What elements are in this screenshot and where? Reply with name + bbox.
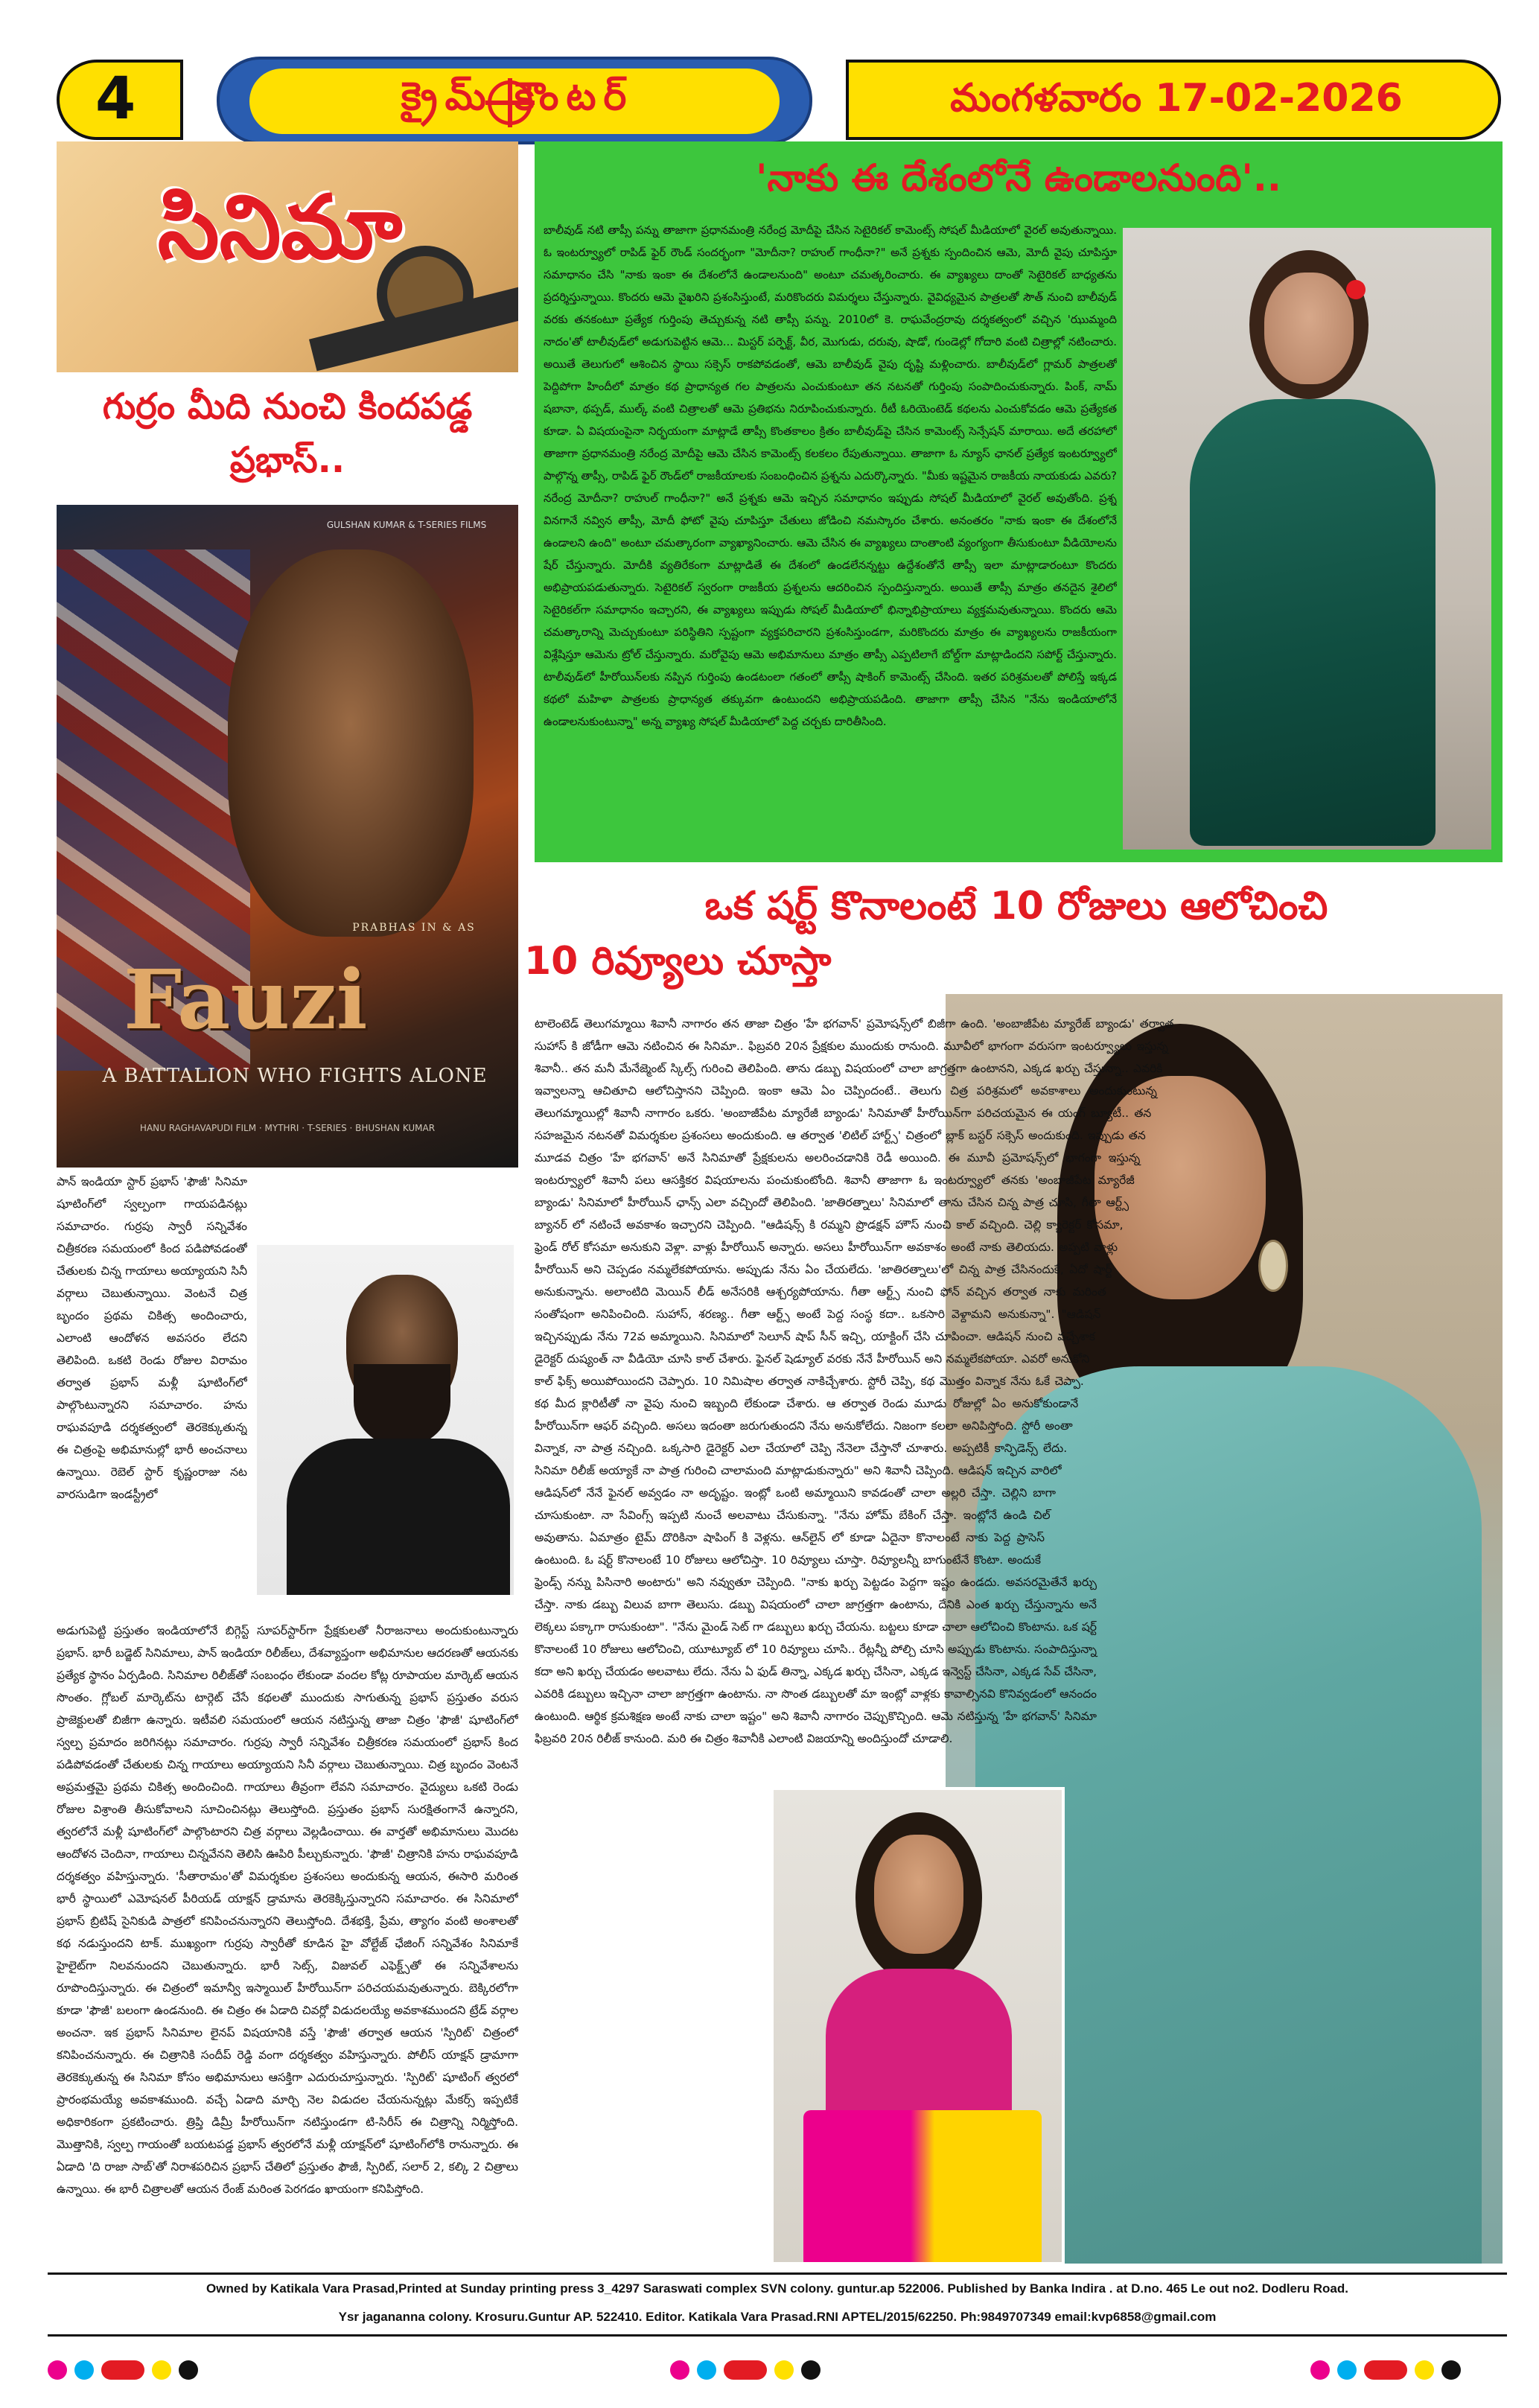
date-text: మంగళవారం 17-02-2026 (950, 76, 1403, 121)
cyan-dot (697, 2360, 716, 2380)
black-dot (801, 2360, 821, 2380)
shivani-small-skirt (803, 2110, 1042, 2265)
shivani-small-photo (771, 1787, 1065, 2265)
article2-body-box (544, 219, 1117, 856)
taapsee-flower (1346, 280, 1366, 299)
footer-line2: Ysr jagananna colony. Krosuru.Guntur AP. 522410. Editor. Katikala Vara Prasad.RNI APTEL/2015/62250. Ph:9849707349 email:kvp6858@gmail.com (338, 2310, 1217, 2324)
yellow-dot (152, 2360, 171, 2380)
magenta-dot (48, 2360, 67, 2380)
red-bar (724, 2360, 767, 2380)
red-bar (1364, 2360, 1407, 2380)
black-dot (1441, 2360, 1461, 2380)
poster-credits: HANU RAGHAVAPUDI FILM · MYTHRI · T-SERIES · BHUSHAN KUMAR (139, 1123, 436, 1133)
magenta-dot (670, 2360, 689, 2380)
prabhas-beard (354, 1364, 450, 1446)
article2-headline: 'నాకు ఈ దేశంలోనే ఉండాలనుంది'.. (756, 156, 1281, 200)
cyan-dot (1337, 2360, 1357, 2380)
taapsee-photo (1123, 228, 1491, 850)
article1-body (57, 1619, 518, 2264)
color-bar-left (48, 2360, 198, 2380)
section-label: సినిమా (157, 176, 403, 278)
section-banner (57, 141, 518, 372)
taapsee-face (1264, 273, 1354, 384)
yellow-dot (1415, 2360, 1434, 2380)
footer-line1: Owned by Katikala Vara Prasad,Printed at Sunday printing press 3_4297 Saraswati complex SVN colony. guntur.ap 522006. Published by Banka Indira . at D.no. 465 Le out no2. Dodleru Road. (206, 2281, 1348, 2296)
poster-actor: PRABHAS IN & AS (352, 922, 476, 934)
yellow-dot (774, 2360, 794, 2380)
magenta-dot (1310, 2360, 1330, 2380)
shivani-small-face (874, 1835, 963, 1954)
prabhas-photo (257, 1245, 514, 1595)
article1-headline (57, 380, 518, 491)
taapsee-saree (1190, 399, 1436, 846)
poster-tagline: A BATTALION WHO FIGHTS ALONE (102, 1065, 488, 1087)
article1-body-text: అడుగుపెట్టి ప్రస్తుతం ఇండియాలోనే బిగ్గెస్ట్ సూపర్‌స్టార్‌గా ప్రేక్షకులతో నీరాజనాలు అందుకుంటున్నారు ప్రభాస్. భారీ బడ్జెట్ సినిమాలు, పాన్ ఇండియా రిలీజ్‌లు, దేశవ్యాప్తంగా అభిమానుల ఆదరణతో ఆయనకు ప్రత్యేక స్థానం ఏర్పడింది. సినిమాల రిలీజ్‌తో సంబంధం లేకుండా వందల కోట్ల రూపాయల మార్కెట్ ఆయన సొంతం. గ్లోబల్ మార్కెట్‌ను టార్గెట్ చేసే కథలతో ముందుకు సాగుతున్న ప్రభాస్ ప్రస్తుతం వరుస ప్రాజెక్టులతో బిజీగా ఉన్నారు. ఇటీవలి సమయంలో ఆయన నటిస్తున్న తాజా చిత్రం 'ఫౌజీ' షూటింగ్‌లో స్వల్ప ప్రమాదం జరిగినట్లు సమాచారం. గుర్రపు స్వారీ సన్నివేశం చిత్రీకరణ సమయంలో ప్రభాస్ కింద పడిపోవడంతో చేతులకు చిన్న గాయాలు అయ్యాయని సినీ వర్గాలు చెబుతున్నాయి. చిత్ర బృందం వెంటనే అప్రమత్తమై ప్రథమ చికిత్స అందించింది. గాయాలు తీవ్రంగా లేవని సమాచారం. వైద్యులు ఒకటి రెండు రోజుల విశ్రాంతి తీసుకోవాలని సూచించినట్లు తెలుస్తోంది. ప్రస్తుతం ప్రభాస్ సురక్షితంగానే ఉన్నారని, త్వరలోనే మళ్లీ షూటింగ్‌లో పాల్గొంటారని చిత్ర వర్గాలు వెల్లడించాయి. ఈ వార్తతో అభిమానులు మొదట ఆందోళన చెందినా, గాయాలు చిన్నవేనని తెలిసి ఊపిరి పీల్చుకున్నారు. 'ఫౌజీ' చిత్రానికి హను రాఘవపూడి దర్శకత్వం వహిస్తున్నారు. 'సీతారామం'తో విమర్శకుల ప్రశంసలు అందుకున్న ఆయన, ఈసారి మరింత భారీ స్థాయిలో ఎమోషనల్ పీరియడ్ యాక్షన్ డ్రామాను తెరకెక్కిస్తున్నారని సమాచారం. ఈ సినిమాలో ప్రభాస్ బ్రిటిష్ సైనికుడి పాత్రలో కనిపించనున్నారని తెలుస్తోంది. దేశభక్తి, ప్రేమ, త్యాగం వంటి అంశాలతో కథ నడుస్తుందని టాక్. ముఖ్యంగా గుర్రపు స్వారీతో కూడిన హై వోల్టేజ్ ఛేజింగ్ సన్నివేశం సినిమాకే హైలైట్‌గా నిలవనుందని చెబుతున్నారు. భారీ సెట్స్, విజువల్ ఎఫెక్ట్స్‌తో ఈ సన్నివేశాలను రూపొందిస్తున్నారు. ఈ చిత్రంలో ఇమాన్వీ ఇస్మాయిల్ హీరోయిన్‌గా పరిచయమవుతున్నారు. బెక్కిరలోగా కూడా 'ఫౌజీ' బలంగా ఉండనుంది. ఈ చిత్రం ఈ ఏడాది చివర్లో విడుదలయ్యే అవకాశముందని ట్రేడ్ వర్గాల అంచనా. ఇక ప్రభాస్ సినిమాల లైనప్ విషయానికి వస్తే 'ఫౌజీ' తర్వాత ఆయన 'స్పిరిట్' చిత్రంలో కనిపించనున్నారు. ఈ చిత్రానికి సందీప్ రెడ్డి వంగా దర్శకత్వం వహిస్తున్నారు. పోలీస్ యాక్షన్ డ్రామాగా తెరకెక్కుతున్న ఈ సినిమా కోసం అభిమానులు ఆసక్తిగా ఎదురుచూస్తున్నారు. 'స్పిరిట్' షూటింగ్ త్వరలో ప్రారంభమయ్యే అవకాశముంది. వచ్చే ఏడాది మార్చి నెల విడుదల చేయనున్నట్లు మేకర్స్ ఇప్పటికే అధికారికంగా ప్రకటించారు. త్రిప్తి డిమ్రీ హీరోయిన్‌గా నటిస్తుండగా టి-సిరీస్ ఈ చిత్రాన్ని నిర్మిస్తోంది. మొత్తానికి, స్వల్ప గాయంతో బయటపడ్డ ప్రభాస్ త్వరలోనే మళ్లీ యాక్షన్‌లో షూటింగ్‌లోకి రానున్నారు. ఈ ఏడాది 'ది రాజా సాబ్'తో నిరాశపరిచిన ప్రభాస్ చేతిలో ప్రస్తుతం ఫౌజీ, స్పిరిట్, సలార్ 2, కల్కి 2 చిత్రాలు ఉన్నాయి. ఈ భారీ చిత్రాలతో ఆయన రేంజ్ మరింత పెరగడం ఖాయంగా కనిపిస్తోంది. (57, 1624, 518, 2196)
masthead-title: క్రైమ్ కౌంటర్ (401, 74, 634, 119)
poster-credit-top: GULSHAN KUMAR & T-SERIES FILMS (326, 520, 487, 530)
red-bar (101, 2360, 144, 2380)
article2-panel (535, 141, 1503, 862)
article3-headline-line2: 10 రివ్యూలు చూస్తా (524, 939, 832, 984)
article2-body-text: బాలీవుడ్ నటి తాప్సీ పన్ను తాజాగా ప్రధానమంత్రి నరేంద్ర మోదీపై చేసిన సెటైరికల్ కామెంట్స్ సోషల్ మీడియాలో వైరల్ అవుతున్నాయి. ఓ ఇంటర్వ్యూలో రాపిడ్ ఫైర్ రౌండ్ సందర్భంగా "మోదీనా? రాహుల్ గాంధీనా?" అనే ప్రశ్నకు స్పందించిన ఆమె, మోదీ వైపు చూపిస్తూ సమాధానం చేసి "నాకు ఇంకా ఈ దేశంలోనే ఉండాలనుంది" అంటూ చమత్కరించారు. ఈ వ్యాఖ్యలు దాంతో సెటైరికల్ బాధ్యతను ప్రదర్శిస్తున్నాయి. కొందరు ఆమె వైఖరిని ప్రశంసిస్తుంటే, మరికొందరు విమర్శలు చేస్తున్నారు. వైవిధ్యమైన పాత్రలతో సౌత్ నుంచి బాలీవుడ్ వరకు తనకంటూ ప్రత్యేక గుర్తింపు తెచ్చుకున్న నటి తాప్సీ పన్ను. 2010లో కె. రాఘవేంద్రరావు దర్శకత్వంలో వచ్చిన 'ఝుమ్మంది నాదం'తో టాలీవుడ్‌లో అడుగుపెట్టిన ఆమె... మిస్టర్ పర్ఫెక్ట్, వీర, మొగుడు, దరువు, షాడో, గుండెల్లో గోదారి వంటి చిత్రాల్లో నటించారు. అయితే తెలుగులో ఆశించిన స్థాయి సక్సెస్ రాకపోవడంతో, ఆమె బాలీవుడ్ వైపు దృష్టి మళ్లించారు. బాలీవుడ్‌లో గ్లామర్ పాత్రలతో పెద్దిపోగా హిందీలో మాత్రం కథ ప్రాధాన్యత గల పాత్రలను ఎంచుకుంటూ తన నటనతో గుర్తింపు సంపాదించుకున్నారు. పింక్, నామ్ షబానా, థప్పడ్, ముల్క్ వంటి చిత్రాలతో ఆమె ప్రతిభను నిరూపించుకున్నారు. రీటీ ఓరియెంటెడ్ కథలను ఎంచుకోవడం ఆమె ప్రత్యేకత కూడా. ఏ విషయంపైనా నిర్భయంగా మాట్లాడే తాప్సీ కొంతకాలం క్రితం బాలీవుడ్‌పై చేసిన కామెంట్స్ సెన్సేషన్ మారాయి. అదే తరహాలో తాజాగా ప్రధానమంత్రి నరేంద్ర మోదీపై ఆమె చేసిన కామెంట్స్ కలకలం రేపుతున్నాయి. తాజాగా ఓ న్యూస్ ఛానల్ ప్రత్యేక ఇంటర్వ్యూలో పాల్గొన్న తాప్సీ, రాపిడ్ ఫైర్ రౌండ్‌లో రాజకీయాలకు సంబంధించిన ప్రశ్నను ఎదుర్కొన్నారు. "మీకు ఇష్టమైన రాజకీయ నాయకుడు ఎవరు? నరేంద్ర మోదీనా? రాహుల్ గాంధీనా?" అనే ప్రశ్నకు ఆమె ఇచ్చిన సమాధానం ఇప్పుడు సోషల్ మీడియాలో వైరల్ అవుతోంది. ప్రశ్న వినగానే నవ్విన తాప్సీ, మోదీ ఫోటో వైపు చూపిస్తూ చేతులు జోడించి నమస్కారం చేశారు. అనంతరం "నాకు ఇంకా ఈ దేశంలోనే ఉండాలని ఉంది" అంటూ చమత్కారంగా వ్యాఖ్యానించారు. ఆమె చేసిన ఈ వ్యాఖ్యలు దాంతాంటి వ్యంగ్యంగా తీసుకుంటూ వీడియోలను షేర్ చేస్తున్నారు. మోదీకి వ్యతిరేకంగా మాట్లాడితే ఈ దేశంలో ఉండలేనన్నట్టు ఉద్దేశంతోనే తాప్సీ ఇలా మాట్లాడారంటూ కొందరు అభిప్రాయపడుతున్నారు. సెటైరికల్ స్వరంగా రాజకీయ ప్రశ్నలను ఆదరించిన స్పందిస్తున్నారు. అయితే తాప్సీ మాత్రం తనదైన శైలిలో సెటైరికల్‌గా సమాధానం ఇచ్చారని, ఈ వ్యాఖ్యలు ఇప్పుడు సోషల్ మీడియాలో భిన్నాభిప్రాయాలు వ్యక్తమవుతున్నాయి. కొందరు ఆమె చమత్కారాన్ని మెచ్చుకుంటూ పరిస్థితిని స్పష్టంగా వ్యక్తపరిచారని ప్రశంసిస్తుండగా, మరికొందరు మాత్రం ఈ వ్యాఖ్యలను రాజకీయంగా విశ్లేషిస్తూ ఆమెను ట్రోల్ చేస్తున్నారు. మరోవైపు ఆమె అభిమానులు మాత్రం తాప్సీ ఎప్పటిలాగే బోల్డ్‌గా మాట్లాడిందని సపోర్ట్ చేస్తున్నారు. టాలీవుడ్‌లో హీరోయిన్‌లకు నప్పిన గుర్తింపు ఉండటంలా గతంలో తాప్సీ షాకింగ్ కామెంట్స్ చేసింది. ఇతర పరిశ్రమలతో పోలిస్తే ఇక్కడ కథలో మహిళా పాత్రలకు ప్రాధాన్యత తక్కువగా ఉంటుందని అభిప్రాయపడింది. తాజాగా తాప్సీ చేసిన "నేను ఇండియాలోనే ఉండాలనుకుంటున్నా" అన్న వ్యాఖ్య సోషల్ మీడియాలో పెద్ద చర్చకు దారితీసింది. (544, 223, 1117, 728)
cyan-dot (74, 2360, 94, 2380)
page-number: 4 (95, 66, 136, 133)
shivani-small-blouse (826, 1969, 1012, 2118)
prabhas-body (287, 1439, 510, 1595)
date-box (846, 60, 1501, 140)
footer (48, 2272, 1507, 2337)
page-number-box (57, 60, 183, 140)
black-dot (179, 2360, 198, 2380)
article1-column-text: పాన్ ఇండియా స్టార్ ప్రభాస్ 'ఫౌజీ' సినిమా షూటింగ్‌లో స్వల్పంగా గాయపడినట్లు సమాచారం. గుర్రపు స్వారీ సన్నివేశం చిత్రీకరణ సమయంలో కింద పడిపోవడంతో చేతులకు చిన్న గాయాలు అయ్యాయని సినీ వర్గాలు చెబుతున్నాయి. వెంటనే చిత్ర బృందం ప్రథమ చికిత్స అందించారు, ఎలాంటి ఆందోళన అవసరం లేదని తెలిపింది. ఒకటి రెండు రోజుల విరామం తర్వాత ప్రభాస్ మళ్లీ షూటింగ్‌లో పాల్గొంటున్నారని సమాచారం. హను రాఘవపూడి దర్శకత్వంలో తెరకెక్కుతున్న ఈ చిత్రంపై అభిమానుల్లో భారీ అంచనాలు ఉన్నాయి. రెబెల్ స్టార్ కృష్ణంరాజు నట వారసుడిగా ఇండస్ట్రీలో (57, 1175, 247, 1501)
masthead-box (217, 57, 812, 144)
article1-headline-text: గుర్రం మీది నుంచి కిందపడ్డ ప్రభాస్.. (102, 386, 473, 481)
article3-headline-line1: ఒక షర్ట్ కొనాలంటే 10 రోజులు ఆలోచించి (704, 884, 1328, 929)
actor-face (228, 550, 474, 937)
color-bar-center (670, 2360, 821, 2380)
header (57, 57, 1501, 144)
article1-column (57, 1170, 247, 1617)
wrap-spacer-2 (1097, 1564, 1503, 2264)
article3-headline (521, 879, 1511, 998)
color-bar-right (1310, 2360, 1461, 2380)
poster-title: Fauzi (124, 952, 368, 1048)
article3-body-text: టాలెంటెడ్ తెలుగమ్మాయి శివానీ నాగారం తన తాజా చిత్రం 'హే భగవాన్' ప్రమోషన్స్‌లో బిజీగా ఉంది. 'అంబాజీపేట మ్యారేజ్ బ్యాండు' తర్వాత సుహాస్ కి జోడీగా ఆమె నటించిన ఈ సినిమా.. ఫిబ్రవరి 20న ప్రేక్షకుల ముందుకు రానుంది. మూవీలో భాగంగా వరుసగా ఇంటర్వ్యూలు ఇస్తున్న శివానీ.. తన మనీ మేనేజ్మెంట్ స్కిల్స్ గురించి తెలిపింది. తాను డబ్బు విషయంలో చాలా జాగ్రత్తగా ఉంటానని, ఎక్కడ ఖర్చు చేస్తున్నా.. ఎవరికి ఇవ్వాలన్నా ఆచితూచి ఆలోచిస్తానని చెప్పింది. ఇంకా ఆమె ఏం చెప్పిందంటే.. తెలుగు చిత్ర పరిశ్రమలో అవకాశాలు అందుకుంటున్న తెలుగమ్మాయిల్లో శివానీ నాగారం ఒకరు. 'అంబాజీపేట మ్యారేజీ బ్యాండు' సినిమాతో హీరోయిన్‌గా పరిచయమైన ఈ యంగ్ బ్యూటీ.. తన సహజమైన నటనతో విమర్శకుల ప్రశంసలు అందుకుంది. ఆ తర్వాత 'లిటిల్ హార్ట్స్' చిత్రంలో బ్లాక్ బస్టర్ సక్సెస్ అందుకుంది. ఇప్పుడు తన మూడవ చిత్రం 'హే భగవాన్' అనే సినిమాతో ప్రేక్షకులను అలరించడానికి రెడీ అయింది. ఈ మూవీ ప్రమోషన్స్‌లో భాగంగా ఇస్తున్న ఇంటర్వ్యూలో శివానీ పలు ఆసక్తికర విషయాలను పంచుకుంటోంది. శివానీ తాజాగా ఓ ఇంటర్వ్యూలో తనకు 'అంబాజీపేట మ్యారేజీ బ్యాండు' సినిమాలో హీరోయిన్ ఛాన్స్ ఎలా వచ్చిందో తెలిపింది. 'జాతిరత్నాలు' సినిమాలో తాను చేసిన చిన్న పాత్ర చూసి, గీతా ఆర్ట్స్ బ్యానర్ లో నటించే అవకాశం ఇచ్చారని చెప్పింది. "ఆడిషన్స్ కి రమ్మని ప్రొడక్షన్ హౌస్ నుంచి కాల్ వచ్చింది. చెల్లి క్యారెక్టర్ కోసమా, ఫ్రెండ్ రోల్ కోసమా అనుకుని వెళ్లా. వాళ్లు హీరోయిన్ అన్నారు. అసలు హీరోయిన్‌గా అవకాశం అంటే నాకు తెలియదు. అప్పటి వాళ్లు హీరోయిన్ అని చెప్పడం నమ్మలేకపోయాను. అప్పుడు నేను ఏం చేయలేదు. 'జాతిరత్నాలు'లో చిన్న పాత్ర చేసినందుకే, ఏదో షార్ట్ అనుకున్నాను. అలాంటిది మెయిన్ లీడ్ అనేసరికి ఆశ్చర్యపోయాను. గీతా ఆర్ట్స్ నుంచి ఫోన్ వచ్చిన తర్వాత నాకు మరింత సంతోషంగా అనిపించింది. సుహాస్, శరణ్య.. గీతా ఆర్ట్స్ అంటే పెద్ద సంస్థ కదా.. ఒకసారి వెళ్దామని అనుకున్నా". "ఆడిషన్ ఇచ్చినప్పుడు నేను 72వ అమ్మాయిని. సినిమాలో సెలూన్ షాప్ సీన్ ఇచ్చి, యాక్టింగ్ చేసి చూపించా. ఆడిషన్ నుంచి వచ్చేశాక డైరెక్టర్ దుష్యంత్ నా వీడియో చూసి కాల్ చేశారు. ఫైనల్ షెడ్యూల్ వరకు నేనే హీరోయిన్ అని నమ్మలేకపోయా. ఎవరో అనుకోని కాల్ ఫిక్స్ అయిపోయిందని చెప్పారు. 10 నిమిషాల తర్వాత నాకిచ్చేశారు. స్టోరీ చెప్పి, కథ మొత్తం విన్నాక నేను ఓకే చెప్పా. కథ మీద క్లారిటీతో నా వైపు నుంచి ఇబ్బంది లేకుండా చేశారు. ఆ తర్వాత రెండు మూడు రోజుల్లో ఏం అనుకోకుండానే హీరోయిన్‌గా ఆఫర్ వచ్చింది. అసలు ఇదంతా జరుగుతుందని నేను అనుకోలేదు. నిజంగా కలలా అనిపిస్తోంది. స్టోరీ అంతా విన్నాక, నా పాత్ర నచ్చింది. ఒక్కసారి డైరెక్టర్ ఎలా చేయాలో చెప్పి నేనెలా చేస్తానో చూశారు. అప్పటికీ కాన్ఫిడెన్స్ లేదు. సినిమా రిలీజ్ అయ్యాకే నా పాత్ర గురించి చాలామంది మాట్లాడుకున్నారు" అని శివానీ చెప్పింది. ఆడిషన్ ఇచ్చిన వారిలో ఆడిషన్‌లో నేనే ఫైనల్ అవ్వడం నా అదృష్టం. ఇంట్లో ఒంటి అమ్మాయిని కావడంతో చాలా అల్లరి చేస్తా. చెల్లిని బాగా చూసుకుంటా. నా సేవింగ్స్ ఇప్పటి నుంచే అలవాటు చేసుకున్నా. "నేను హోమ్ బేకింగ్ చేస్తా. ఇంట్లోనే ఉండి చిల్ అవుతాను. ఏమాత్రం టైమ్ దొరికినా షాపింగ్ కి వెళ్లను. ఆన్‌లైన్ లో కూడా ఏదైనా కొనాలంటే నాకు పెద్ద ప్రాసెస్ ఉంటుంది. ఓ షర్ట్ కొనాలంటే 10 రోజులు ఆలోచిస్తా. 10 రివ్యూలు చూస్తా. రివ్యూలన్నీ బాగుంటేనే కొంటా. అందుకే ఫ్రెండ్స్ నన్ను పిసినారి అంటారు" అని నవ్వుతూ చెప్పింది. "నాకు ఖర్చు పెట్టడం పెద్దగా ఇష్టం ఉండదు. అవసరమైతేనే ఖర్చు చేస్తా. నాకు డబ్బు విలువ బాగా తెలుసు. డబ్బు విషయంలో చాలా జాగ్రత్తగా ఉంటాను, దేనికి ఎంత ఖర్చు చేస్తున్నాను అనే లెక్కలు పక్కాగా రాసుకుంటా". "నేను మైండ్ సెట్ గా డబ్బులు ఖర్చు చేయను. బట్టలు కూడా చాలా ఆలోచించి కొంటాను. ఒక షర్ట్ కొనాలంటే 10 రోజులు ఆలోచించి, యూట్యూబ్ లో 10 రివ్యూలు చూసి.. రేట్లన్నీ పోల్చి చూసి అప్పుడు కొంటాను. సంపాదిస్తున్నా కదా అని ఖర్చు చేయడం అలవాటు లేదు. నేను ఏ ఫుడ్ తిన్నా, ఎక్కడ ఖర్చు చేసినా, ఎక్కడ ఇన్వెస్ట్ చేసినా, ఎక్కడ సేవ్ చేసినా, ఎవరికి డబ్బులు ఇచ్చినా చాలా జాగ్రత్తగా ఉంటాను. నా సొంత డబ్బులతో మా ఇంట్లో వాళ్లకు కావాల్సినవి కొనివ్వడంలో ఆనందం ఉంటుంది. ఆర్థిక క్రమశిక్షణ అంటే నాకు చాలా ఇష్టం" అని శివానీ నాగారం చెప్పుకొచ్చింది. ఆమె నటిస్తున్న 'హే భగవాన్' సినిమా ఫిబ్రవరి 20న రిలీజ్ కానుంది. మరి ఈ చిత్రం శివానీకి ఎలాంటి విజయాన్ని అందిస్తుందో చూడాలి. (535, 1017, 1174, 1745)
fauzi-poster (57, 505, 518, 1168)
